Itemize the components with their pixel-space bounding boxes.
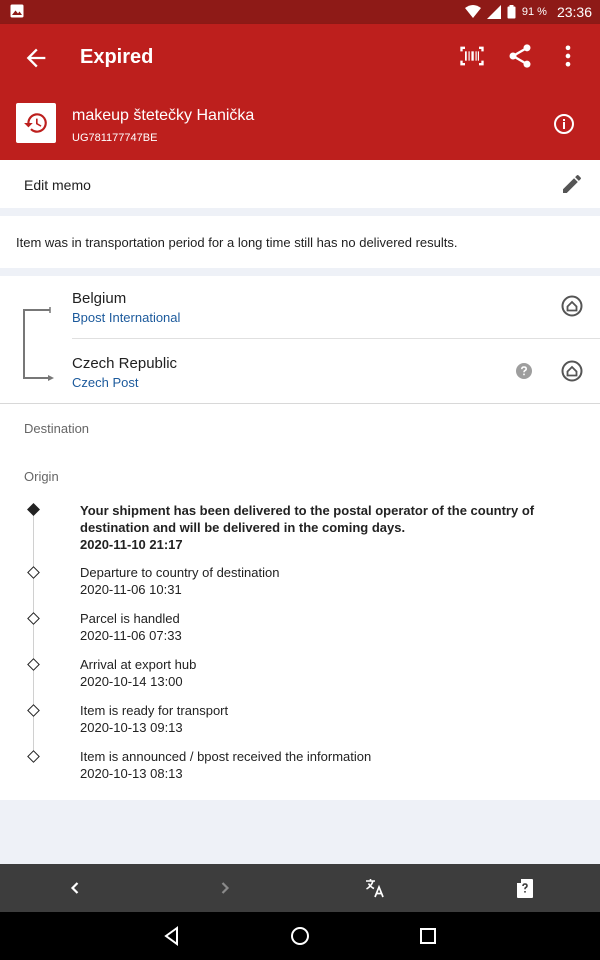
nav-home-icon[interactable]: [288, 924, 312, 948]
edit-memo-row[interactable]: [0, 160, 600, 208]
timeline-marker-latest: [27, 503, 40, 516]
timeline-event: [80, 502, 570, 553]
signal-icon: [487, 5, 501, 19]
origin-country: Belgium: [72, 290, 127, 307]
image-notification-icon: [10, 4, 24, 18]
event-description: Arrival at export hub: [80, 657, 197, 672]
timeline-marker: [27, 658, 40, 671]
back-arrow-icon[interactable]: [22, 44, 50, 72]
battery-percent: 91 %: [521, 6, 547, 18]
status-logo: [16, 103, 56, 143]
barcode-icon[interactable]: [458, 42, 486, 70]
origin-home-icon[interactable]: [560, 294, 584, 318]
route-bracket-icon: [18, 304, 58, 384]
event-description: Departure to country of destination: [80, 565, 280, 580]
event-description: Item is ready for transport: [80, 703, 229, 718]
timeline-marker: [27, 750, 40, 763]
destination-section-label: Destination: [24, 421, 90, 436]
event-description: Parcel is handled: [80, 611, 180, 626]
chevron-left-icon[interactable]: [63, 876, 87, 900]
event-description: Your shipment has been delivered to the postal operator of the country of destination and will be delivered in the coming days.: [80, 503, 535, 535]
event-datetime: 2020-10-13 08:13: [80, 766, 183, 781]
timeline-event: [80, 656, 570, 690]
event-datetime: 2020-11-06 10:31: [80, 582, 182, 597]
tracking-number: UG781177747BE: [72, 132, 158, 144]
event-datetime: 2020-10-14 13:00: [80, 674, 183, 689]
tracking-timeline: [0, 404, 600, 800]
destination-country: Czech Republic: [72, 355, 178, 372]
status-notice: [0, 216, 600, 268]
app-bar: [0, 24, 600, 160]
destination-carrier-link[interactable]: Czech Post: [72, 375, 139, 390]
nav-recents-icon[interactable]: [416, 924, 440, 948]
item-name: makeup štetečky Hanička: [72, 107, 255, 124]
clock: 23:36: [556, 4, 592, 20]
chevron-right-icon[interactable]: [213, 876, 237, 900]
origin-section-label: Origin: [24, 469, 59, 484]
timeline-event: [80, 702, 570, 736]
edit-memo-label: Edit memo: [24, 177, 91, 193]
route-divider: [72, 338, 600, 339]
nav-back-icon[interactable]: [160, 924, 184, 948]
timeline-event: [80, 748, 570, 782]
timeline-line: [33, 512, 34, 762]
info-icon[interactable]: [552, 112, 576, 136]
timeline-event: [80, 564, 570, 598]
timeline-marker: [27, 612, 40, 625]
event-description: Item is announced / bpost received the information: [80, 749, 372, 764]
help-icon[interactable]: [516, 363, 532, 379]
event-datetime: 2020-11-10 21:17: [80, 537, 183, 552]
pencil-icon[interactable]: [560, 172, 584, 196]
status-bar: [0, 0, 600, 24]
page-title: Expired: [80, 46, 154, 68]
timeline-marker: [27, 566, 40, 579]
share-icon[interactable]: [506, 42, 534, 70]
bottom-toolbar: [0, 864, 600, 912]
wifi-icon: [465, 5, 481, 19]
event-datetime: 2020-10-13 09:13: [80, 720, 183, 735]
more-vert-icon[interactable]: [554, 42, 582, 70]
battery-icon: [507, 5, 516, 19]
timeline-marker: [27, 704, 40, 717]
origin-carrier-link[interactable]: Bpost International: [72, 310, 181, 325]
event-datetime: 2020-11-06 07:33: [80, 628, 182, 643]
system-nav-bar: [0, 912, 600, 960]
help-card-icon[interactable]: [513, 876, 537, 900]
timeline-event: [80, 610, 570, 644]
route-card: [0, 276, 600, 404]
translate-icon[interactable]: [363, 876, 387, 900]
history-icon: [23, 110, 49, 136]
destination-home-icon[interactable]: [560, 359, 584, 383]
notice-text: Item was in transportation period for a long time still has no delivered results.: [16, 235, 458, 250]
